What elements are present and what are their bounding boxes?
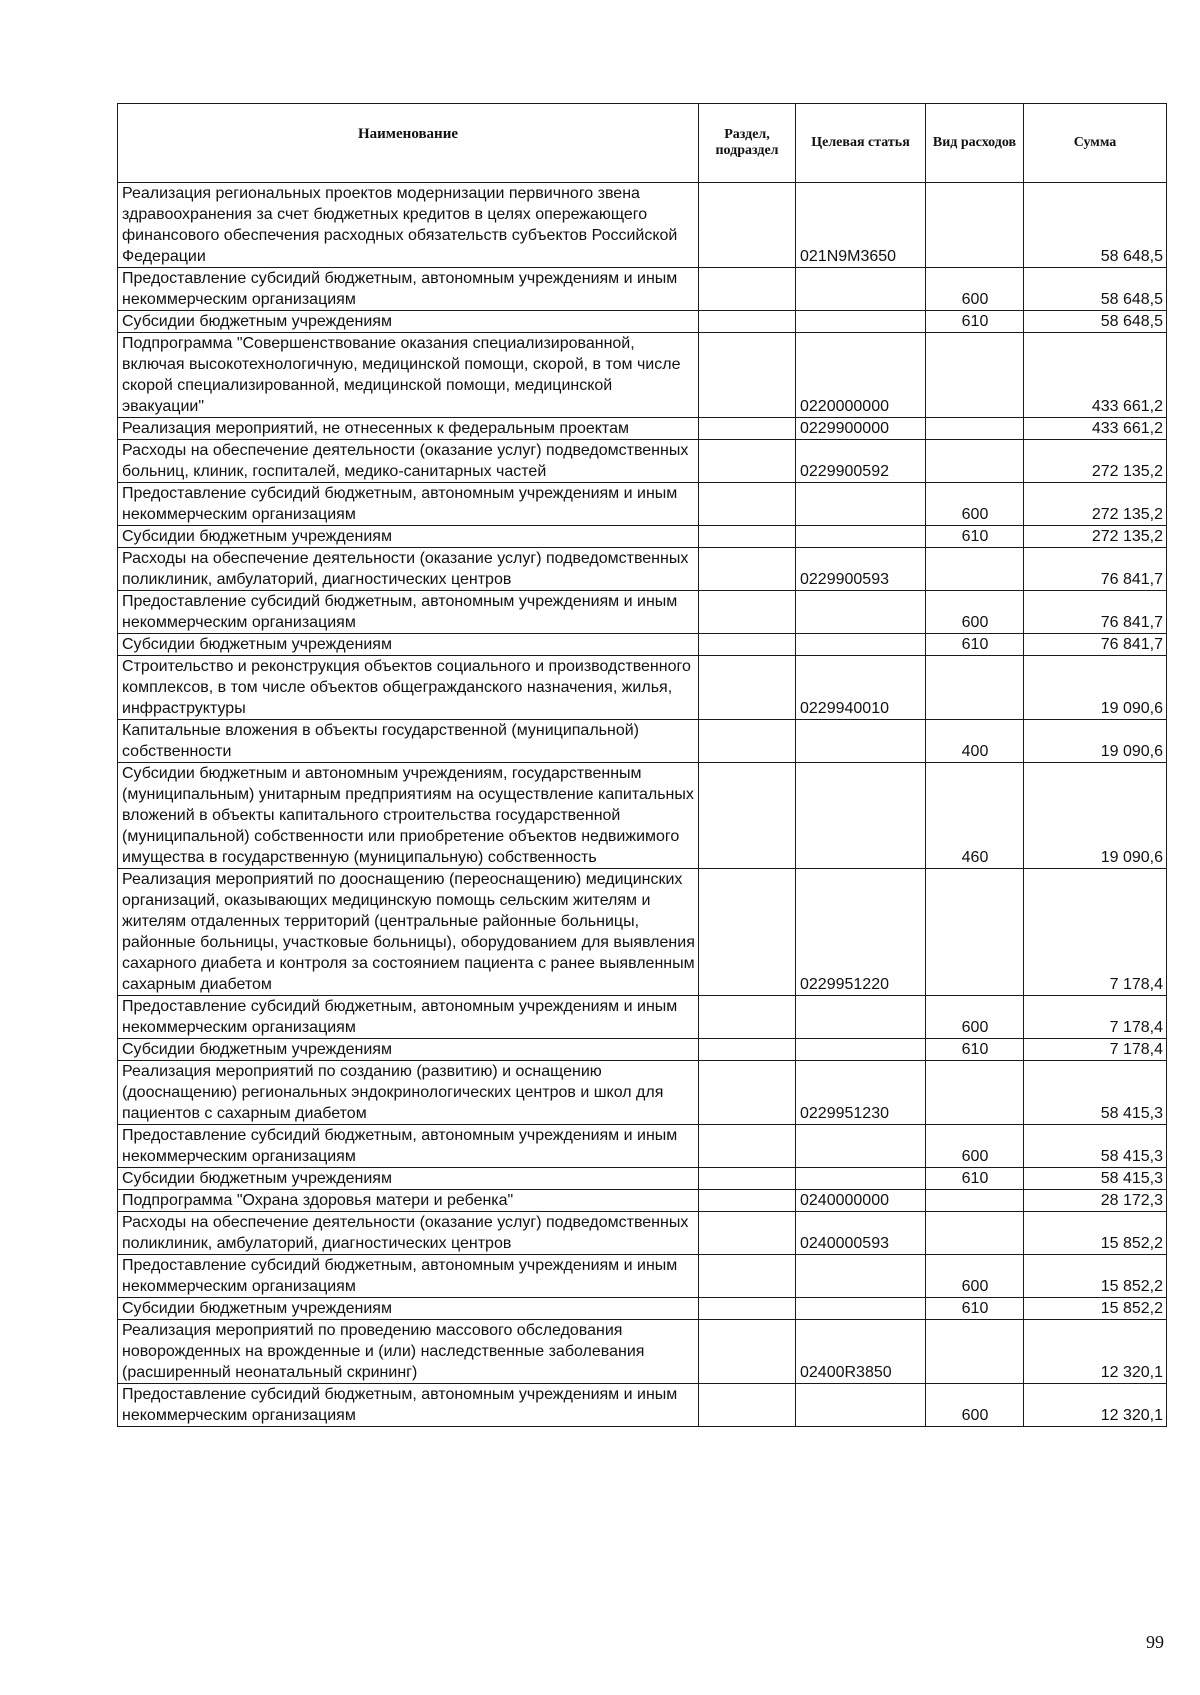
- cell-vid: 600: [926, 996, 1024, 1039]
- cell-razdel: [699, 483, 796, 526]
- page-number: 99: [1146, 1632, 1164, 1652]
- table-row: [118, 548, 1167, 591]
- cell-name: Субсидии бюджетным учреждениям: [118, 1298, 699, 1320]
- cell-vid: [926, 333, 1024, 418]
- cell-razdel: [699, 526, 796, 548]
- cell-razdel: [699, 1061, 796, 1125]
- cell-name: Подпрограмма "Охрана здоровья матери и ребенка": [118, 1190, 699, 1212]
- cell-vid: [926, 1061, 1024, 1125]
- cell-razdel: [699, 548, 796, 591]
- cell-name: Реализация мероприятий по дооснащению (переоснащению) медицинских организаций, оказывающих медицинскую помощь сельским жителям и жителям отдаленных территорий (центральные районные больницы, районные больницы, участковые больницы), оборудованием для выявления сахарного диабета и контроля за состоянием пациента с ранее выявленным сахарным диабетом: [118, 869, 699, 996]
- cell-target: [796, 996, 926, 1039]
- table-row: [118, 656, 1167, 720]
- table-header: [118, 104, 1167, 183]
- table-row: [118, 1061, 1167, 1125]
- table-body: [118, 183, 1167, 1427]
- table-row: [118, 1190, 1167, 1212]
- header-target: Целевая статья: [796, 104, 926, 183]
- cell-razdel: [699, 869, 796, 996]
- cell-sum: 12 320,1: [1024, 1320, 1167, 1384]
- cell-target: [796, 311, 926, 333]
- cell-vid: [926, 418, 1024, 440]
- table-row: [118, 418, 1167, 440]
- cell-name: Субсидии бюджетным учреждениям: [118, 1039, 699, 1061]
- cell-target: [796, 763, 926, 869]
- cell-target: [796, 268, 926, 311]
- table-row: [118, 483, 1167, 526]
- table-row: [118, 440, 1167, 483]
- table-row: [118, 311, 1167, 333]
- cell-razdel: [699, 656, 796, 720]
- cell-razdel: [699, 418, 796, 440]
- cell-name: Реализация региональных проектов модернизации первичного звена здравоохранения за счет бюджетных кредитов в целях опережающего финансового обеспечения расходных обязательств субъектов Российской Федерации: [118, 183, 699, 268]
- cell-razdel: [699, 1168, 796, 1190]
- cell-vid: [926, 1190, 1024, 1212]
- cell-sum: 433 661,2: [1024, 333, 1167, 418]
- cell-vid: [926, 869, 1024, 996]
- cell-vid: 610: [926, 311, 1024, 333]
- cell-target: [796, 634, 926, 656]
- cell-name: Расходы на обеспечение деятельности (оказание услуг) подведомственных поликлиник, амбулаторий, диагностических центров: [118, 1212, 699, 1255]
- cell-vid: 600: [926, 1125, 1024, 1168]
- cell-name: Расходы на обеспечение деятельности (оказание услуг) подведомственных больниц, клиник, госпиталей, медико-санитарных частей: [118, 440, 699, 483]
- table-row: [118, 591, 1167, 634]
- cell-vid: 600: [926, 1255, 1024, 1298]
- table-row: [118, 1384, 1167, 1427]
- cell-razdel: [699, 1255, 796, 1298]
- cell-target: 02400R3850: [796, 1320, 926, 1384]
- cell-name: Предоставление субсидий бюджетным, автономным учреждениям и иным некоммерческим организациям: [118, 483, 699, 526]
- table-row: [118, 763, 1167, 869]
- cell-name: Реализация мероприятий по проведению массового обследования новорожденных на врожденные и (или) наследственные заболевания (расширенный неонатальный скрининг): [118, 1320, 699, 1384]
- cell-vid: 610: [926, 1298, 1024, 1320]
- cell-sum: 15 852,2: [1024, 1298, 1167, 1320]
- cell-vid: [926, 1212, 1024, 1255]
- table-row: [118, 1320, 1167, 1384]
- cell-vid: [926, 440, 1024, 483]
- cell-target: [796, 720, 926, 763]
- cell-name: Реализация мероприятий по созданию (развитию) и оснащению (дооснащению) региональных эндокринологических центров и школ для пациентов с сахарным диабетом: [118, 1061, 699, 1125]
- cell-target: [796, 526, 926, 548]
- header-razdel: Раздел, подраздел: [699, 104, 796, 183]
- table-row: [118, 1168, 1167, 1190]
- cell-sum: 76 841,7: [1024, 548, 1167, 591]
- cell-razdel: [699, 440, 796, 483]
- cell-razdel: [699, 1039, 796, 1061]
- cell-sum: 12 320,1: [1024, 1384, 1167, 1427]
- cell-sum: 58 415,3: [1024, 1125, 1167, 1168]
- cell-target: 021N9M3650: [796, 183, 926, 268]
- cell-vid: [926, 656, 1024, 720]
- cell-sum: 28 172,3: [1024, 1190, 1167, 1212]
- cell-target: [796, 1125, 926, 1168]
- cell-razdel: [699, 720, 796, 763]
- table-row: [118, 1039, 1167, 1061]
- cell-razdel: [699, 1384, 796, 1427]
- cell-sum: 58 415,3: [1024, 1061, 1167, 1125]
- table-row: [118, 634, 1167, 656]
- cell-vid: [926, 183, 1024, 268]
- cell-vid: 610: [926, 1168, 1024, 1190]
- cell-sum: 58 648,5: [1024, 183, 1167, 268]
- cell-sum: 58 648,5: [1024, 268, 1167, 311]
- cell-name: Субсидии бюджетным учреждениям: [118, 526, 699, 548]
- cell-sum: 76 841,7: [1024, 634, 1167, 656]
- header-row: [118, 104, 1167, 183]
- header-vid: Вид расходов: [926, 104, 1024, 183]
- cell-sum: 272 135,2: [1024, 483, 1167, 526]
- cell-target: 0229951230: [796, 1061, 926, 1125]
- cell-sum: 272 135,2: [1024, 526, 1167, 548]
- cell-name: Субсидии бюджетным учреждениям: [118, 311, 699, 333]
- cell-razdel: [699, 268, 796, 311]
- cell-target: 0240000000: [796, 1190, 926, 1212]
- cell-razdel: [699, 1298, 796, 1320]
- cell-name: Подпрограмма "Совершенствование оказания специализированной, включая высокотехнологичную, медицинской помощи, скорой, в том числе скорой специализированной, медицинской помощи, медицинской эвакуации": [118, 333, 699, 418]
- table-row: [118, 1298, 1167, 1320]
- cell-razdel: [699, 591, 796, 634]
- cell-vid: 600: [926, 1384, 1024, 1427]
- cell-target: [796, 1298, 926, 1320]
- cell-razdel: [699, 1320, 796, 1384]
- cell-sum: 7 178,4: [1024, 996, 1167, 1039]
- cell-sum: 19 090,6: [1024, 720, 1167, 763]
- cell-razdel: [699, 1190, 796, 1212]
- cell-vid: 610: [926, 1039, 1024, 1061]
- cell-target: 0229900000: [796, 418, 926, 440]
- table-row: [118, 268, 1167, 311]
- cell-name: Реализация мероприятий, не отнесенных к федеральным проектам: [118, 418, 699, 440]
- cell-razdel: [699, 333, 796, 418]
- cell-vid: 600: [926, 591, 1024, 634]
- cell-sum: 433 661,2: [1024, 418, 1167, 440]
- cell-name: Предоставление субсидий бюджетным, автономным учреждениям и иным некоммерческим организациям: [118, 996, 699, 1039]
- cell-sum: 15 852,2: [1024, 1255, 1167, 1298]
- cell-razdel: [699, 1212, 796, 1255]
- cell-razdel: [699, 1125, 796, 1168]
- cell-razdel: [699, 311, 796, 333]
- cell-name: Субсидии бюджетным учреждениям: [118, 1168, 699, 1190]
- cell-target: 0229900592: [796, 440, 926, 483]
- cell-target: 0229900593: [796, 548, 926, 591]
- cell-sum: 76 841,7: [1024, 591, 1167, 634]
- cell-target: 0220000000: [796, 333, 926, 418]
- table-row: [118, 1212, 1167, 1255]
- cell-name: Субсидии бюджетным учреждениям: [118, 634, 699, 656]
- table-row: [118, 183, 1167, 268]
- cell-name: Предоставление субсидий бюджетным, автономным учреждениям и иным некоммерческим организациям: [118, 268, 699, 311]
- cell-sum: 7 178,4: [1024, 869, 1167, 996]
- cell-vid: [926, 548, 1024, 591]
- cell-razdel: [699, 763, 796, 869]
- cell-vid: 460: [926, 763, 1024, 869]
- cell-vid: 600: [926, 268, 1024, 311]
- table-row: [118, 869, 1167, 996]
- cell-vid: 600: [926, 483, 1024, 526]
- cell-target: [796, 591, 926, 634]
- cell-target: 0240000593: [796, 1212, 926, 1255]
- cell-target: 0229940010: [796, 656, 926, 720]
- cell-vid: 400: [926, 720, 1024, 763]
- cell-name: Предоставление субсидий бюджетным, автономным учреждениям и иным некоммерческим организациям: [118, 1255, 699, 1298]
- cell-vid: 610: [926, 526, 1024, 548]
- cell-target: [796, 483, 926, 526]
- table-row: [118, 720, 1167, 763]
- cell-vid: [926, 1320, 1024, 1384]
- cell-name: Субсидии бюджетным и автономным учреждениям, государственным (муниципальным) унитарным предприятиям на осуществление капитальных вложений в объекты капитального строительства государственной (муниципальной) собственности или приобретение объектов недвижимого имущества в государственную (муниципальную) собственность: [118, 763, 699, 869]
- cell-sum: 58 648,5: [1024, 311, 1167, 333]
- cell-target: [796, 1168, 926, 1190]
- cell-razdel: [699, 996, 796, 1039]
- table-row: [118, 1125, 1167, 1168]
- cell-sum: 272 135,2: [1024, 440, 1167, 483]
- cell-target: [796, 1255, 926, 1298]
- cell-razdel: [699, 634, 796, 656]
- cell-razdel: [699, 183, 796, 268]
- cell-name: Строительство и реконструкция объектов социального и производственного комплексов, в том числе объектов общегражданского назначения, жилья, инфраструктуры: [118, 656, 699, 720]
- cell-name: Предоставление субсидий бюджетным, автономным учреждениям и иным некоммерческим организациям: [118, 1125, 699, 1168]
- cell-target: [796, 1039, 926, 1061]
- cell-name: Капитальные вложения в объекты государственной (муниципальной) собственности: [118, 720, 699, 763]
- header-name: Наименование: [118, 104, 699, 183]
- budget-table: [117, 103, 1167, 1427]
- cell-name: Предоставление субсидий бюджетным, автономным учреждениям и иным некоммерческим организациям: [118, 591, 699, 634]
- cell-sum: 19 090,6: [1024, 656, 1167, 720]
- cell-target: [796, 1384, 926, 1427]
- table-row: [118, 1255, 1167, 1298]
- cell-sum: 58 415,3: [1024, 1168, 1167, 1190]
- cell-sum: 15 852,2: [1024, 1212, 1167, 1255]
- cell-name: Предоставление субсидий бюджетным, автономным учреждениям и иным некоммерческим организациям: [118, 1384, 699, 1427]
- table-row: [118, 996, 1167, 1039]
- table-row: [118, 333, 1167, 418]
- cell-vid: 610: [926, 634, 1024, 656]
- cell-name: Расходы на обеспечение деятельности (оказание услуг) подведомственных поликлиник, амбулаторий, диагностических центров: [118, 548, 699, 591]
- table-row: [118, 526, 1167, 548]
- cell-sum: 19 090,6: [1024, 763, 1167, 869]
- cell-target: 0229951220: [796, 869, 926, 996]
- cell-sum: 7 178,4: [1024, 1039, 1167, 1061]
- header-sum: Сумма: [1024, 104, 1167, 183]
